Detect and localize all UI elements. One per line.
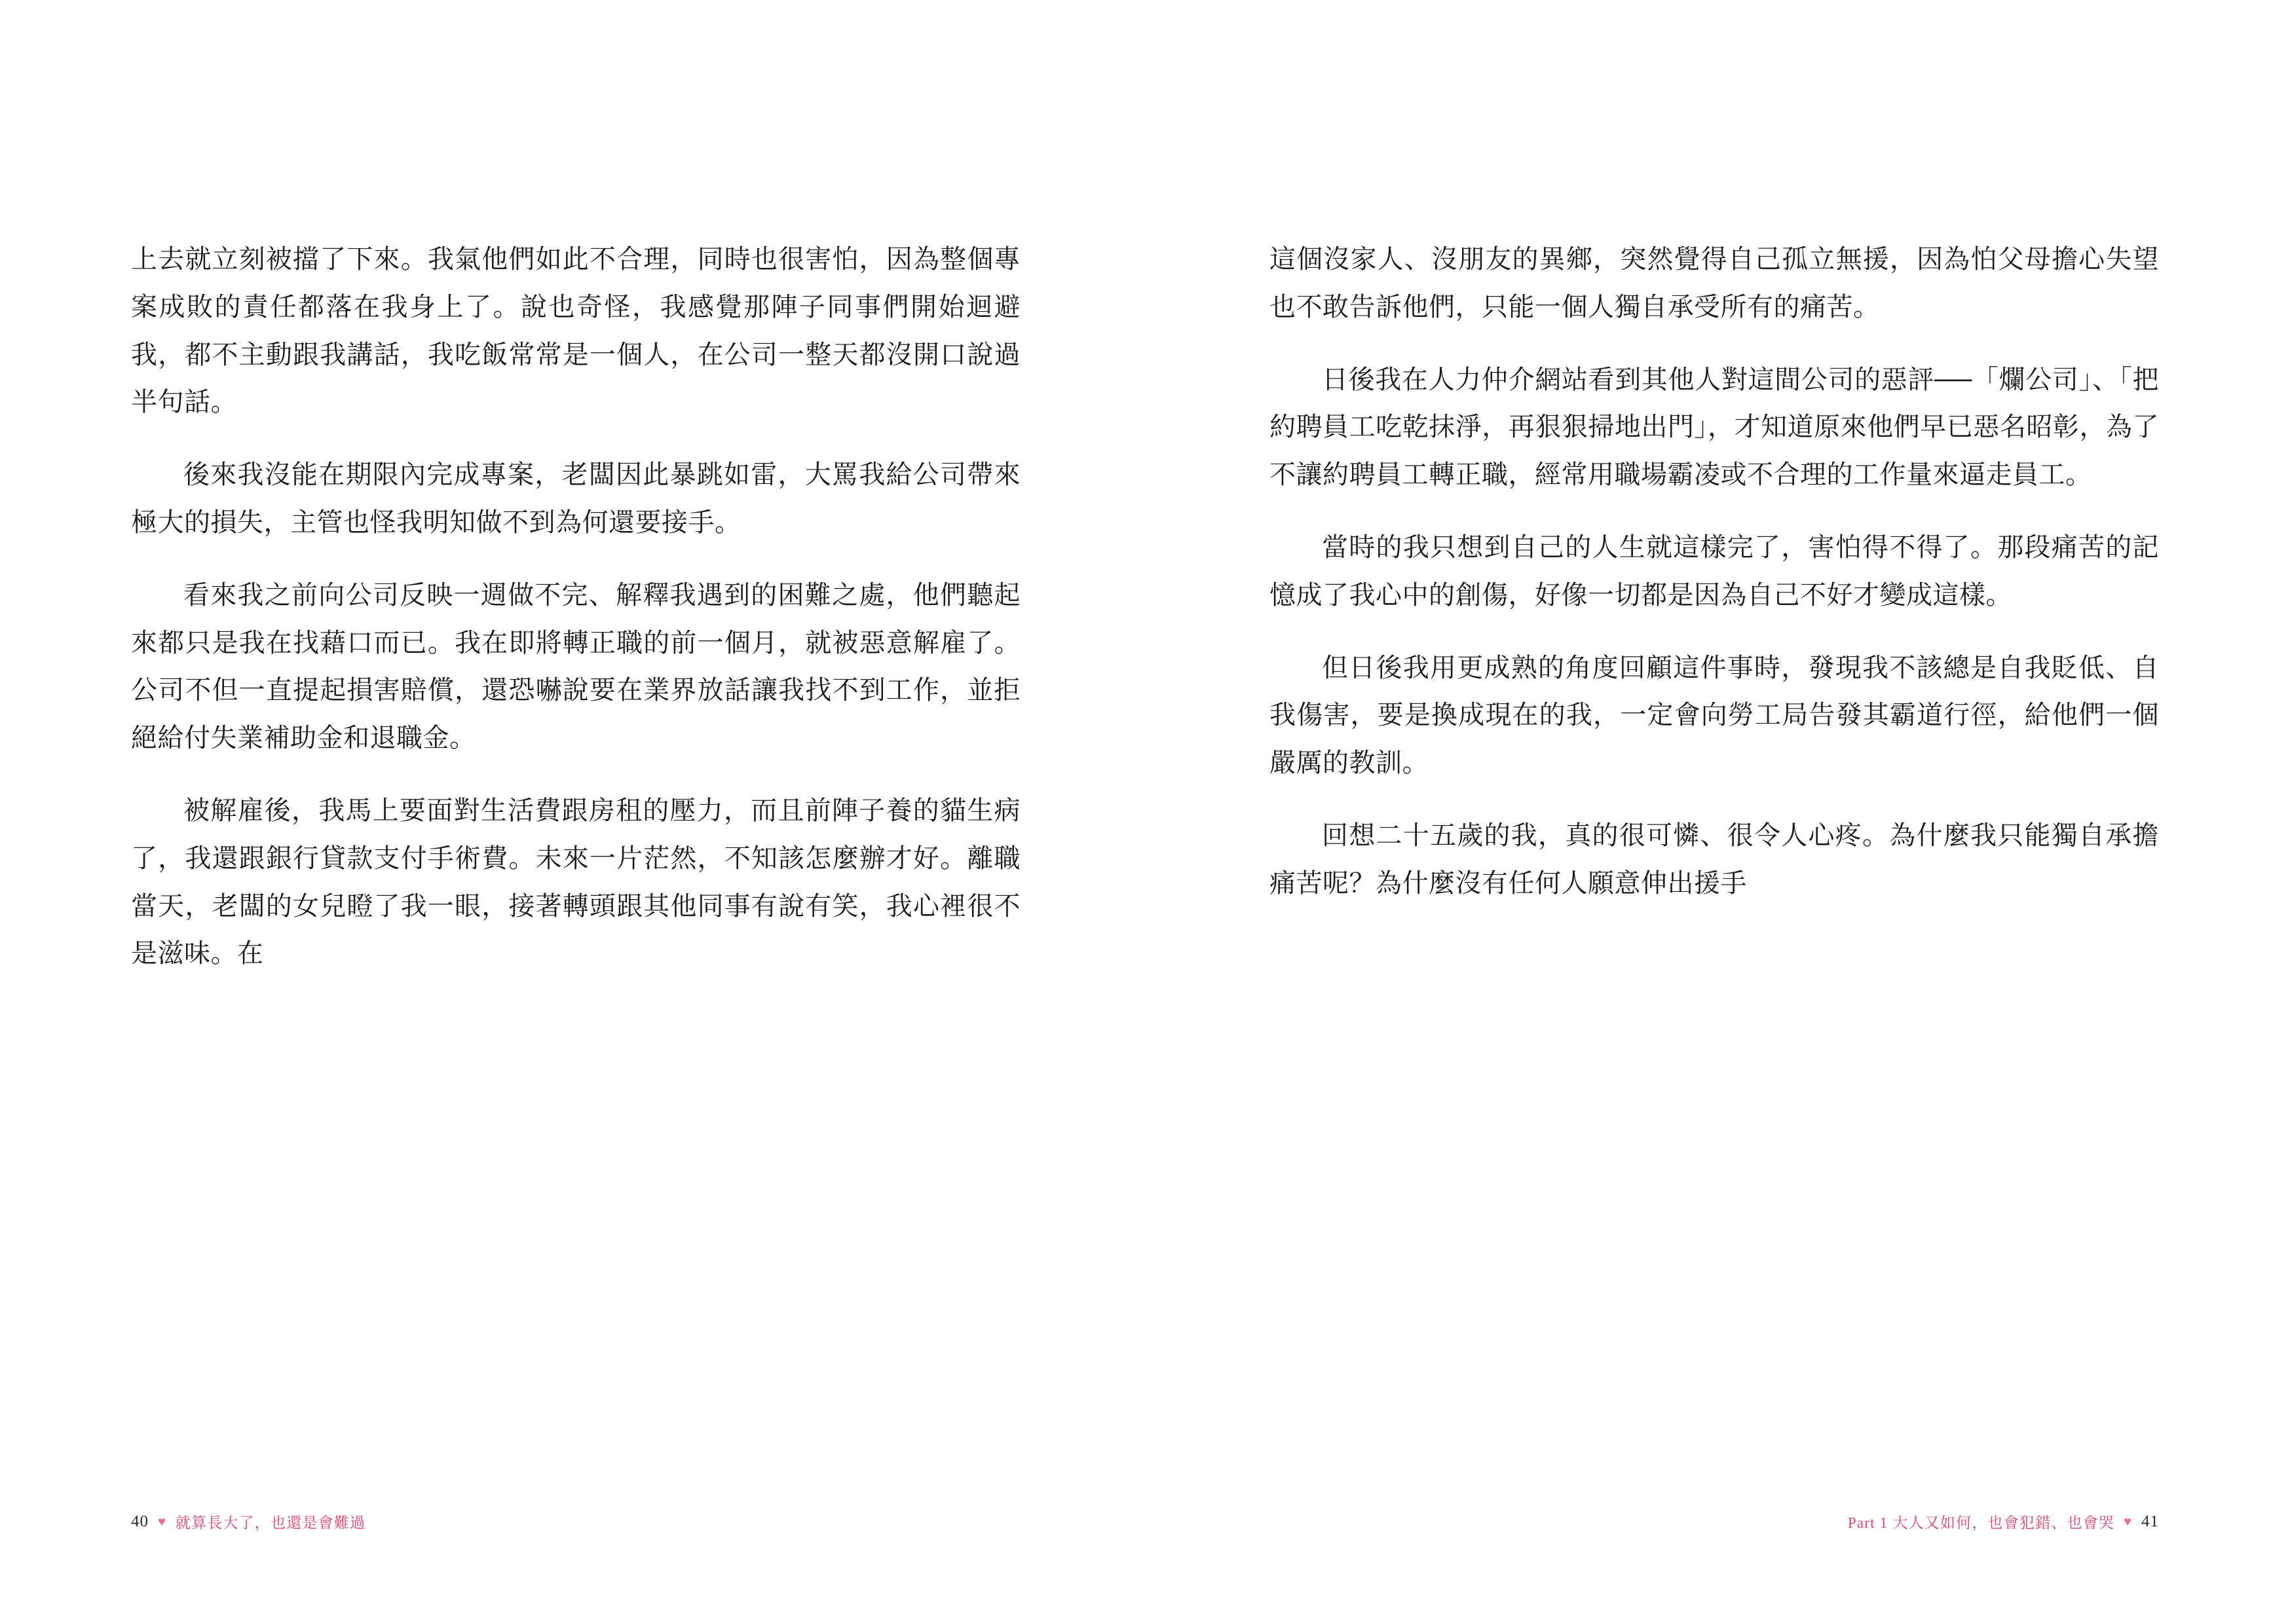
paragraph: 這個沒家人、沒朋友的異鄉，突然覺得自己孤立無援，因為怕父母擔心失望也不敢告訴他們，只能一個人獨自承受所有的痛苦。 — [1269, 244, 2159, 322]
heart-icon: ♥ — [158, 1514, 166, 1529]
paragraph: 日後我在人力仲介網站看到其他人對這間公司的惡評──「爛公司」、「把約聘員工吃乾抹淨，再狠狠掃地出門」，才知道原來他們早已惡名昭彰，為了不讓約聘員工轉正職，經常用職場霸凌或不合理的工作量來逼走員工。 — [1269, 364, 2159, 490]
right-page-body — [1269, 236, 2159, 908]
paragraph: 後來我沒能在期限內完成專案，老闆因此暴跳如雷，大罵我給公司帶來極大的損失，主管也怪我明知做不到為何還要接手。 — [131, 460, 1021, 537]
heart-icon: ♥ — [2124, 1514, 2132, 1529]
paragraph: 回想二十五歲的我，真的很可憐、很令人心疼。為什麼我只能獨自承擔痛苦呢？為什麼沒有任何人願意伸出援手 — [1269, 820, 2159, 898]
right-page-footer — [1145, 1511, 2290, 1532]
left-page-footer — [0, 1511, 1145, 1532]
paragraph: 看來我之前向公司反映一週做不完、解釋我遇到的困難之處，他們聽起來都只是我在找藉口而已。我在即將轉正職的前一個月，就被惡意解雇了。公司不但一直提起損害賠償，還恐嚇說要在業界放話讓我找不到工作，並拒絕給付失業補助金和退職金。 — [131, 580, 1021, 753]
paragraph: 但日後我用更成熟的角度回顧這件事時，發現我不該總是自我貶低、自我傷害，要是換成現在的我，一定會向勞工局告發其霸道行徑，給他們一個嚴厲的教訓。 — [1269, 652, 2159, 778]
running-head: 就算長大了，也還是會難過 — [175, 1515, 366, 1531]
running-head: Part 1 大人又如何，也會犯錯、也會哭 — [1847, 1515, 2115, 1531]
page-number: 40 — [131, 1512, 149, 1530]
paragraph: 當時的我只想到自己的人生就這樣完了，害怕得不得了。那段痛苦的記憶成了我心中的創傷，好像一切都是因為自己不好才變成這樣。 — [1269, 532, 2159, 610]
paragraph: 上去就立刻被擋了下來。我氣他們如此不合理，同時也很害怕，因為整個專案成敗的責任都落在我身上了。說也奇怪，我感覺那陣子同事們開始迴避我，都不主動跟我講話，我吃飯常常是一個人，在公司一整天都沒開口說過半句話。 — [131, 244, 1021, 417]
left-page-body — [131, 236, 1021, 978]
page-number: 41 — [2141, 1512, 2159, 1530]
right-page — [1145, 0, 2290, 1624]
paragraph: 被解雇後，我馬上要面對生活費跟房租的壓力，而且前陣子養的貓生病了，我還跟銀行貸款支付手術費。未來一片茫然，不知該怎麼辦才好。離職當天，老闆的女兒瞪了我一眼，接著轉頭跟其他同事有說有笑，我心裡很不是滋味。在 — [131, 795, 1021, 969]
